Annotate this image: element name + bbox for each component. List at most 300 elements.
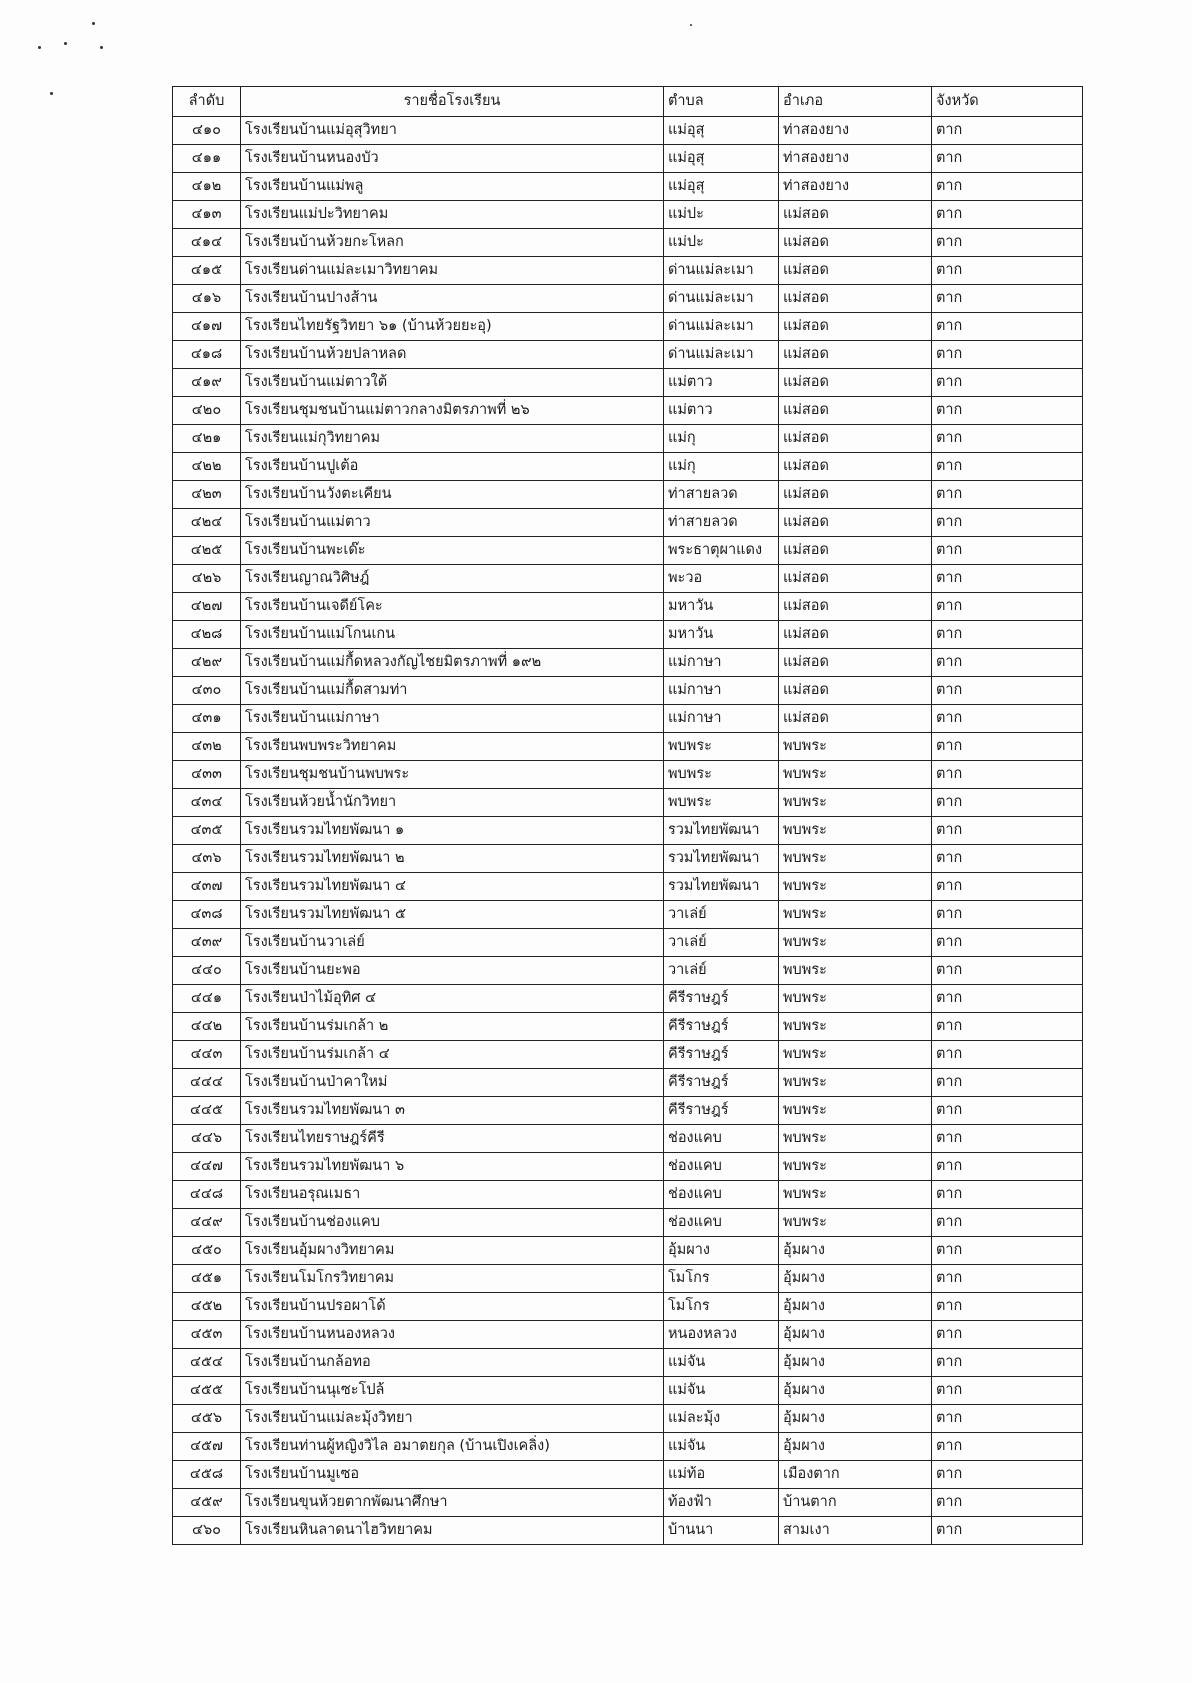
row-school-name: โรงเรียนรวมไทยพัฒนา ๔ — [241, 873, 664, 901]
row-district: แม่สอด — [779, 705, 932, 733]
row-district: พบพระ — [779, 817, 932, 845]
row-school-name: โรงเรียนบ้านมูเซอ — [241, 1461, 664, 1489]
row-no: ๔๑๓ — [173, 201, 241, 229]
row-district: พบพระ — [779, 1209, 932, 1237]
row-province: ตาก — [932, 173, 1083, 201]
row-district: พบพระ — [779, 733, 932, 761]
row-district: แม่สอด — [779, 425, 932, 453]
row-province: ตาก — [932, 705, 1083, 733]
row-subdistrict: แม่อุสุ — [664, 117, 779, 145]
table-row — [173, 1069, 1083, 1097]
row-district: อุ้มผาง — [779, 1321, 932, 1349]
row-subdistrict: วาเล่ย์ — [664, 957, 779, 985]
row-school-name: โรงเรียนขุนห้วยตากพัฒนาศึกษา — [241, 1489, 664, 1517]
row-subdistrict: แม่กุ — [664, 425, 779, 453]
row-province: ตาก — [932, 1405, 1083, 1433]
table-row — [173, 957, 1083, 985]
row-district: อุ้มผาง — [779, 1349, 932, 1377]
row-subdistrict: คีรีราษฎร์ — [664, 985, 779, 1013]
table-row — [173, 1013, 1083, 1041]
row-province: ตาก — [932, 593, 1083, 621]
row-district: อุ้มผาง — [779, 1377, 932, 1405]
row-district: พบพระ — [779, 985, 932, 1013]
row-subdistrict: มหาวัน — [664, 621, 779, 649]
row-no: ๔๒๙ — [173, 649, 241, 677]
header-school-name: รายชื่อโรงเรียน — [241, 87, 664, 117]
header-subdistrict: ตำบล — [664, 87, 779, 117]
table-row — [173, 369, 1083, 397]
table-row — [173, 1405, 1083, 1433]
row-district: แม่สอด — [779, 201, 932, 229]
row-subdistrict: ท่าสายลวด — [664, 509, 779, 537]
row-no: ๔๕๖ — [173, 1405, 241, 1433]
table-body — [173, 117, 1083, 1545]
table-header-row — [173, 87, 1083, 117]
row-subdistrict: แม่จัน — [664, 1433, 779, 1461]
row-school-name: โรงเรียนแม่กุวิทยาคม — [241, 425, 664, 453]
row-no: ๔๓๑ — [173, 705, 241, 733]
table-row — [173, 1489, 1083, 1517]
row-school-name: โรงเรียนบ้านแม่อุสุวิทยา — [241, 117, 664, 145]
row-subdistrict: ด่านแม่ละเมา — [664, 313, 779, 341]
table-row — [173, 453, 1083, 481]
row-school-name: โรงเรียนด่านแม่ละเมาวิทยาคม — [241, 257, 664, 285]
row-province: ตาก — [932, 873, 1083, 901]
row-province: ตาก — [932, 1125, 1083, 1153]
row-school-name: โรงเรียนบ้านห้วยกะโหลก — [241, 229, 664, 257]
row-no: ๔๑๑ — [173, 145, 241, 173]
row-province: ตาก — [932, 621, 1083, 649]
row-subdistrict: พระธาตุผาแดง — [664, 537, 779, 565]
table-row — [173, 761, 1083, 789]
table-row — [173, 173, 1083, 201]
row-school-name: โรงเรียนหินลาดนาไฮวิทยาคม — [241, 1517, 664, 1545]
row-no: ๔๑๕ — [173, 257, 241, 285]
row-province: ตาก — [932, 817, 1083, 845]
row-province: ตาก — [932, 565, 1083, 593]
row-province: ตาก — [932, 929, 1083, 957]
table-row — [173, 201, 1083, 229]
row-province: ตาก — [932, 369, 1083, 397]
row-subdistrict: พบพระ — [664, 789, 779, 817]
row-subdistrict: ช่องแคบ — [664, 1125, 779, 1153]
row-no: ๔๒๒ — [173, 453, 241, 481]
row-no: ๔๕๗ — [173, 1433, 241, 1461]
row-school-name: โรงเรียนบ้านหนองหลวง — [241, 1321, 664, 1349]
row-province: ตาก — [932, 285, 1083, 313]
row-school-name: โรงเรียนบ้านนุเซะโปล้ — [241, 1377, 664, 1405]
row-province: ตาก — [932, 957, 1083, 985]
row-school-name: โรงเรียนบ้านพะเด๊ะ — [241, 537, 664, 565]
row-district: แม่สอด — [779, 285, 932, 313]
school-list-table — [172, 86, 1083, 1545]
row-no: ๔๔๘ — [173, 1181, 241, 1209]
row-no: ๔๑๔ — [173, 229, 241, 257]
row-province: ตาก — [932, 1041, 1083, 1069]
row-no: ๔๕๘ — [173, 1461, 241, 1489]
row-subdistrict: ด่านแม่ละเมา — [664, 285, 779, 313]
row-subdistrict: แม่อุสุ — [664, 173, 779, 201]
row-district: แม่สอด — [779, 565, 932, 593]
row-province: ตาก — [932, 397, 1083, 425]
table-row — [173, 537, 1083, 565]
row-province: ตาก — [932, 509, 1083, 537]
row-school-name: โรงเรียนแม่ปะวิทยาคม — [241, 201, 664, 229]
row-province: ตาก — [932, 481, 1083, 509]
row-district: พบพระ — [779, 1097, 932, 1125]
row-school-name: โรงเรียนรวมไทยพัฒนา ๓ — [241, 1097, 664, 1125]
row-school-name: โรงเรียนบ้านห้วยปลาหลด — [241, 341, 664, 369]
row-province: ตาก — [932, 1097, 1083, 1125]
table-row — [173, 1181, 1083, 1209]
row-district: พบพระ — [779, 761, 932, 789]
row-subdistrict: แม่ท้อ — [664, 1461, 779, 1489]
row-district: พบพระ — [779, 1041, 932, 1069]
row-subdistrict: รวมไทยพัฒนา — [664, 817, 779, 845]
row-subdistrict: วาเล่ย์ — [664, 929, 779, 957]
row-no: ๔๓๔ — [173, 789, 241, 817]
row-no: ๔๑๐ — [173, 117, 241, 145]
row-no: ๔๑๒ — [173, 173, 241, 201]
row-district: แม่สอด — [779, 481, 932, 509]
row-district: ท่าสองยาง — [779, 117, 932, 145]
table-row — [173, 1461, 1083, 1489]
row-district: พบพระ — [779, 1153, 932, 1181]
row-school-name: โรงเรียนชุมชนบ้านพบพระ — [241, 761, 664, 789]
row-no: ๔๒๗ — [173, 593, 241, 621]
row-district: พบพระ — [779, 1013, 932, 1041]
row-school-name: โรงเรียนรวมไทยพัฒนา ๑ — [241, 817, 664, 845]
table-row — [173, 1377, 1083, 1405]
row-subdistrict: บ้านนา — [664, 1517, 779, 1545]
row-district: พบพระ — [779, 1125, 932, 1153]
row-no: ๔๔๙ — [173, 1209, 241, 1237]
table-row — [173, 677, 1083, 705]
row-subdistrict: แม่ปะ — [664, 201, 779, 229]
table-row — [173, 425, 1083, 453]
table-row — [173, 929, 1083, 957]
row-school-name: โรงเรียนบ้านแม่พลู — [241, 173, 664, 201]
table-row — [173, 817, 1083, 845]
row-district: อุ้มผาง — [779, 1265, 932, 1293]
row-province: ตาก — [932, 901, 1083, 929]
row-no: ๔๓๘ — [173, 901, 241, 929]
scan-speck — [38, 46, 41, 49]
row-school-name: โรงเรียนอรุณเมธา — [241, 1181, 664, 1209]
row-subdistrict: คีรีราษฎร์ — [664, 1041, 779, 1069]
row-subdistrict: รวมไทยพัฒนา — [664, 873, 779, 901]
row-school-name: โรงเรียนบ้านยะพอ — [241, 957, 664, 985]
row-school-name: โรงเรียนอุ้มผางวิทยาคม — [241, 1237, 664, 1265]
row-school-name: โรงเรียนบ้านปรอผาโด้ — [241, 1293, 664, 1321]
row-district: พบพระ — [779, 789, 932, 817]
row-province: ตาก — [932, 313, 1083, 341]
row-school-name: โรงเรียนบ้านวาเล่ย์ — [241, 929, 664, 957]
row-district: แม่สอด — [779, 341, 932, 369]
row-district: แม่สอด — [779, 509, 932, 537]
row-school-name: โรงเรียนบ้านแม่ตาว — [241, 509, 664, 537]
row-province: ตาก — [932, 201, 1083, 229]
table-row — [173, 1209, 1083, 1237]
row-school-name: โรงเรียนบ้านแม่ตาวใต้ — [241, 369, 664, 397]
row-district: พบพระ — [779, 957, 932, 985]
table-row — [173, 1293, 1083, 1321]
row-province: ตาก — [932, 1153, 1083, 1181]
scan-speck — [100, 46, 103, 49]
row-district: อุ้มผาง — [779, 1405, 932, 1433]
scan-speck — [50, 92, 53, 95]
row-school-name: โรงเรียนโมโกรวิทยาคม — [241, 1265, 664, 1293]
row-subdistrict: แม่ตาว — [664, 397, 779, 425]
row-school-name: โรงเรียนบ้านหนองบัว — [241, 145, 664, 173]
scan-speck — [690, 24, 692, 26]
row-no: ๔๓๓ — [173, 761, 241, 789]
row-school-name: โรงเรียนบ้านเจดีย์โคะ — [241, 593, 664, 621]
row-subdistrict: วาเล่ย์ — [664, 901, 779, 929]
row-district: พบพระ — [779, 1069, 932, 1097]
row-school-name: โรงเรียนบ้านร่มเกล้า ๒ — [241, 1013, 664, 1041]
row-school-name: โรงเรียนไทยรัฐวิทยา ๖๑ (บ้านห้วยยะอุ) — [241, 313, 664, 341]
row-subdistrict: หนองหลวง — [664, 1321, 779, 1349]
row-no: ๔๔๖ — [173, 1125, 241, 1153]
table-row — [173, 1321, 1083, 1349]
row-province: ตาก — [932, 145, 1083, 173]
row-province: ตาก — [932, 845, 1083, 873]
table-row — [173, 509, 1083, 537]
row-subdistrict: มหาวัน — [664, 593, 779, 621]
row-subdistrict: โมโกร — [664, 1293, 779, 1321]
row-province: ตาก — [932, 761, 1083, 789]
table-row — [173, 117, 1083, 145]
row-no: ๔๓๕ — [173, 817, 241, 845]
row-district: พบพระ — [779, 873, 932, 901]
table-row — [173, 1517, 1083, 1545]
row-district: แม่สอด — [779, 649, 932, 677]
row-district: แม่สอด — [779, 397, 932, 425]
row-no: ๔๕๐ — [173, 1237, 241, 1265]
row-district: แม่สอด — [779, 313, 932, 341]
row-province: ตาก — [932, 1293, 1083, 1321]
row-subdistrict: โมโกร — [664, 1265, 779, 1293]
row-no: ๔๕๓ — [173, 1321, 241, 1349]
scan-speck — [92, 22, 95, 25]
row-school-name: โรงเรียนบ้านแม่กื้ดสามท่า — [241, 677, 664, 705]
row-province: ตาก — [932, 425, 1083, 453]
row-no: ๔๓๙ — [173, 929, 241, 957]
row-subdistrict: ด่านแม่ละเมา — [664, 257, 779, 285]
row-province: ตาก — [932, 1489, 1083, 1517]
row-province: ตาก — [932, 229, 1083, 257]
row-no: ๔๓๖ — [173, 845, 241, 873]
row-school-name: โรงเรียนบ้านป่าคาใหม่ — [241, 1069, 664, 1097]
row-school-name: โรงเรียนบ้านปางส้าน — [241, 285, 664, 313]
row-subdistrict: พะวอ — [664, 565, 779, 593]
row-province: ตาก — [932, 1013, 1083, 1041]
header-province: จังหวัด — [932, 87, 1083, 117]
row-school-name: โรงเรียนป่าไม้อุทิศ ๔ — [241, 985, 664, 1013]
row-subdistrict: แม่กาษา — [664, 649, 779, 677]
table-row — [173, 1265, 1083, 1293]
row-no: ๔๑๖ — [173, 285, 241, 313]
row-subdistrict: แม่ละมุ้ง — [664, 1405, 779, 1433]
table-row — [173, 1153, 1083, 1181]
row-district: พบพระ — [779, 845, 932, 873]
row-province: ตาก — [932, 1377, 1083, 1405]
table-row — [173, 621, 1083, 649]
table-row — [173, 313, 1083, 341]
row-province: ตาก — [932, 789, 1083, 817]
row-subdistrict: แม่กาษา — [664, 677, 779, 705]
row-no: ๔๔๓ — [173, 1041, 241, 1069]
row-school-name: โรงเรียนบ้านปูเต้อ — [241, 453, 664, 481]
table-row — [173, 733, 1083, 761]
row-subdistrict: พบพระ — [664, 761, 779, 789]
table-row — [173, 397, 1083, 425]
row-subdistrict: คีรีราษฎร์ — [664, 1069, 779, 1097]
row-district: แม่สอด — [779, 593, 932, 621]
row-province: ตาก — [932, 453, 1083, 481]
row-school-name: โรงเรียนบ้านวังตะเคียน — [241, 481, 664, 509]
table-row — [173, 481, 1083, 509]
row-no: ๔๕๙ — [173, 1489, 241, 1517]
row-no: ๔๓๐ — [173, 677, 241, 705]
table-row — [173, 1237, 1083, 1265]
row-school-name: โรงเรียนรวมไทยพัฒนา ๖ — [241, 1153, 664, 1181]
row-no: ๔๓๒ — [173, 733, 241, 761]
table-row — [173, 1433, 1083, 1461]
row-subdistrict: คีรีราษฎร์ — [664, 1013, 779, 1041]
row-province: ตาก — [932, 1321, 1083, 1349]
row-school-name: โรงเรียนบ้านช่องแคบ — [241, 1209, 664, 1237]
row-no: ๔๒๑ — [173, 425, 241, 453]
table-row — [173, 1097, 1083, 1125]
row-subdistrict: ช่องแคบ — [664, 1153, 779, 1181]
row-school-name: โรงเรียนห้วยน้ำนักวิทยา — [241, 789, 664, 817]
row-district: ท่าสองยาง — [779, 145, 932, 173]
row-no: ๔๑๙ — [173, 369, 241, 397]
row-subdistrict: แม่กาษา — [664, 705, 779, 733]
row-no: ๔๒๔ — [173, 509, 241, 537]
table-row — [173, 845, 1083, 873]
row-school-name: โรงเรียนบ้านแม่กาษา — [241, 705, 664, 733]
row-no: ๔๖๐ — [173, 1517, 241, 1545]
row-district: พบพระ — [779, 901, 932, 929]
row-province: ตาก — [932, 677, 1083, 705]
row-no: ๔๔๕ — [173, 1097, 241, 1125]
row-school-name: โรงเรียนท่านผู้หญิงวิไล อมาตยกุล (บ้านเปิงเคลิ่ง) — [241, 1433, 664, 1461]
row-no: ๔๕๒ — [173, 1293, 241, 1321]
row-no: ๔๓๗ — [173, 873, 241, 901]
row-school-name: โรงเรียนบ้านแม่ละมุ้งวิทยา — [241, 1405, 664, 1433]
scan-speck — [64, 42, 67, 45]
row-school-name: โรงเรียนบ้านแม่โกนเกน — [241, 621, 664, 649]
table-row — [173, 565, 1083, 593]
row-subdistrict: แม่อุสุ — [664, 145, 779, 173]
row-district: แม่สอด — [779, 677, 932, 705]
row-province: ตาก — [932, 117, 1083, 145]
row-province: ตาก — [932, 537, 1083, 565]
row-school-name: โรงเรียนญาณวิศิษฎ์ — [241, 565, 664, 593]
row-subdistrict: แม่กุ — [664, 453, 779, 481]
row-province: ตาก — [932, 1349, 1083, 1377]
row-no: ๔๔๔ — [173, 1069, 241, 1097]
row-district: พบพระ — [779, 1181, 932, 1209]
row-district: ท่าสองยาง — [779, 173, 932, 201]
row-district: สามเงา — [779, 1517, 932, 1545]
row-subdistrict: พบพระ — [664, 733, 779, 761]
row-no: ๔๒๕ — [173, 537, 241, 565]
row-school-name: โรงเรียนบ้านกล้อทอ — [241, 1349, 664, 1377]
row-district: อุ้มผาง — [779, 1293, 932, 1321]
row-no: ๔๕๕ — [173, 1377, 241, 1405]
row-no: ๔๒๘ — [173, 621, 241, 649]
row-province: ตาก — [932, 1433, 1083, 1461]
row-subdistrict: คีรีราษฎร์ — [664, 1097, 779, 1125]
row-district: พบพระ — [779, 929, 932, 957]
row-subdistrict: แม่จัน — [664, 1377, 779, 1405]
row-subdistrict: ท่าสายลวด — [664, 481, 779, 509]
row-no: ๔๒๓ — [173, 481, 241, 509]
row-district: แม่สอด — [779, 257, 932, 285]
row-province: ตาก — [932, 1461, 1083, 1489]
row-subdistrict: รวมไทยพัฒนา — [664, 845, 779, 873]
table-row — [173, 649, 1083, 677]
table-row — [173, 593, 1083, 621]
row-province: ตาก — [932, 985, 1083, 1013]
row-district: แม่สอด — [779, 453, 932, 481]
table-row — [173, 1125, 1083, 1153]
row-district: บ้านตาก — [779, 1489, 932, 1517]
row-subdistrict: แม่ปะ — [664, 229, 779, 257]
row-school-name: โรงเรียนรวมไทยพัฒนา ๒ — [241, 845, 664, 873]
row-no: ๔๕๑ — [173, 1265, 241, 1293]
table-row — [173, 285, 1083, 313]
row-no: ๔๑๘ — [173, 341, 241, 369]
row-district: แม่สอด — [779, 369, 932, 397]
table-row — [173, 257, 1083, 285]
table-row — [173, 901, 1083, 929]
row-no: ๔๕๔ — [173, 1349, 241, 1377]
row-school-name: โรงเรียนรวมไทยพัฒนา ๕ — [241, 901, 664, 929]
table-row — [173, 873, 1083, 901]
row-subdistrict: อุ้มผาง — [664, 1237, 779, 1265]
table-row — [173, 341, 1083, 369]
row-no: ๔๑๗ — [173, 313, 241, 341]
row-district: อุ้มผาง — [779, 1433, 932, 1461]
row-province: ตาก — [932, 341, 1083, 369]
table-row — [173, 985, 1083, 1013]
row-school-name: โรงเรียนพบพระวิทยาคม — [241, 733, 664, 761]
table-row — [173, 789, 1083, 817]
row-province: ตาก — [932, 733, 1083, 761]
table-row — [173, 1349, 1083, 1377]
row-province: ตาก — [932, 1265, 1083, 1293]
row-province: ตาก — [932, 1181, 1083, 1209]
row-province: ตาก — [932, 1237, 1083, 1265]
row-no: ๔๒๖ — [173, 565, 241, 593]
table-row — [173, 145, 1083, 173]
row-subdistrict: ช่องแคบ — [664, 1181, 779, 1209]
row-no: ๔๔๑ — [173, 985, 241, 1013]
row-subdistrict: แม่ตาว — [664, 369, 779, 397]
row-subdistrict: ด่านแม่ละเมา — [664, 341, 779, 369]
row-no: ๔๒๐ — [173, 397, 241, 425]
row-district: แม่สอด — [779, 621, 932, 649]
table-row — [173, 1041, 1083, 1069]
row-school-name: โรงเรียนบ้านแม่กื้ดหลวงกัญไชยมิตรภาพที่ ๑๙๒ — [241, 649, 664, 677]
row-subdistrict: ท้องฟ้า — [664, 1489, 779, 1517]
row-school-name: โรงเรียนไทยราษฎร์คีรี — [241, 1125, 664, 1153]
